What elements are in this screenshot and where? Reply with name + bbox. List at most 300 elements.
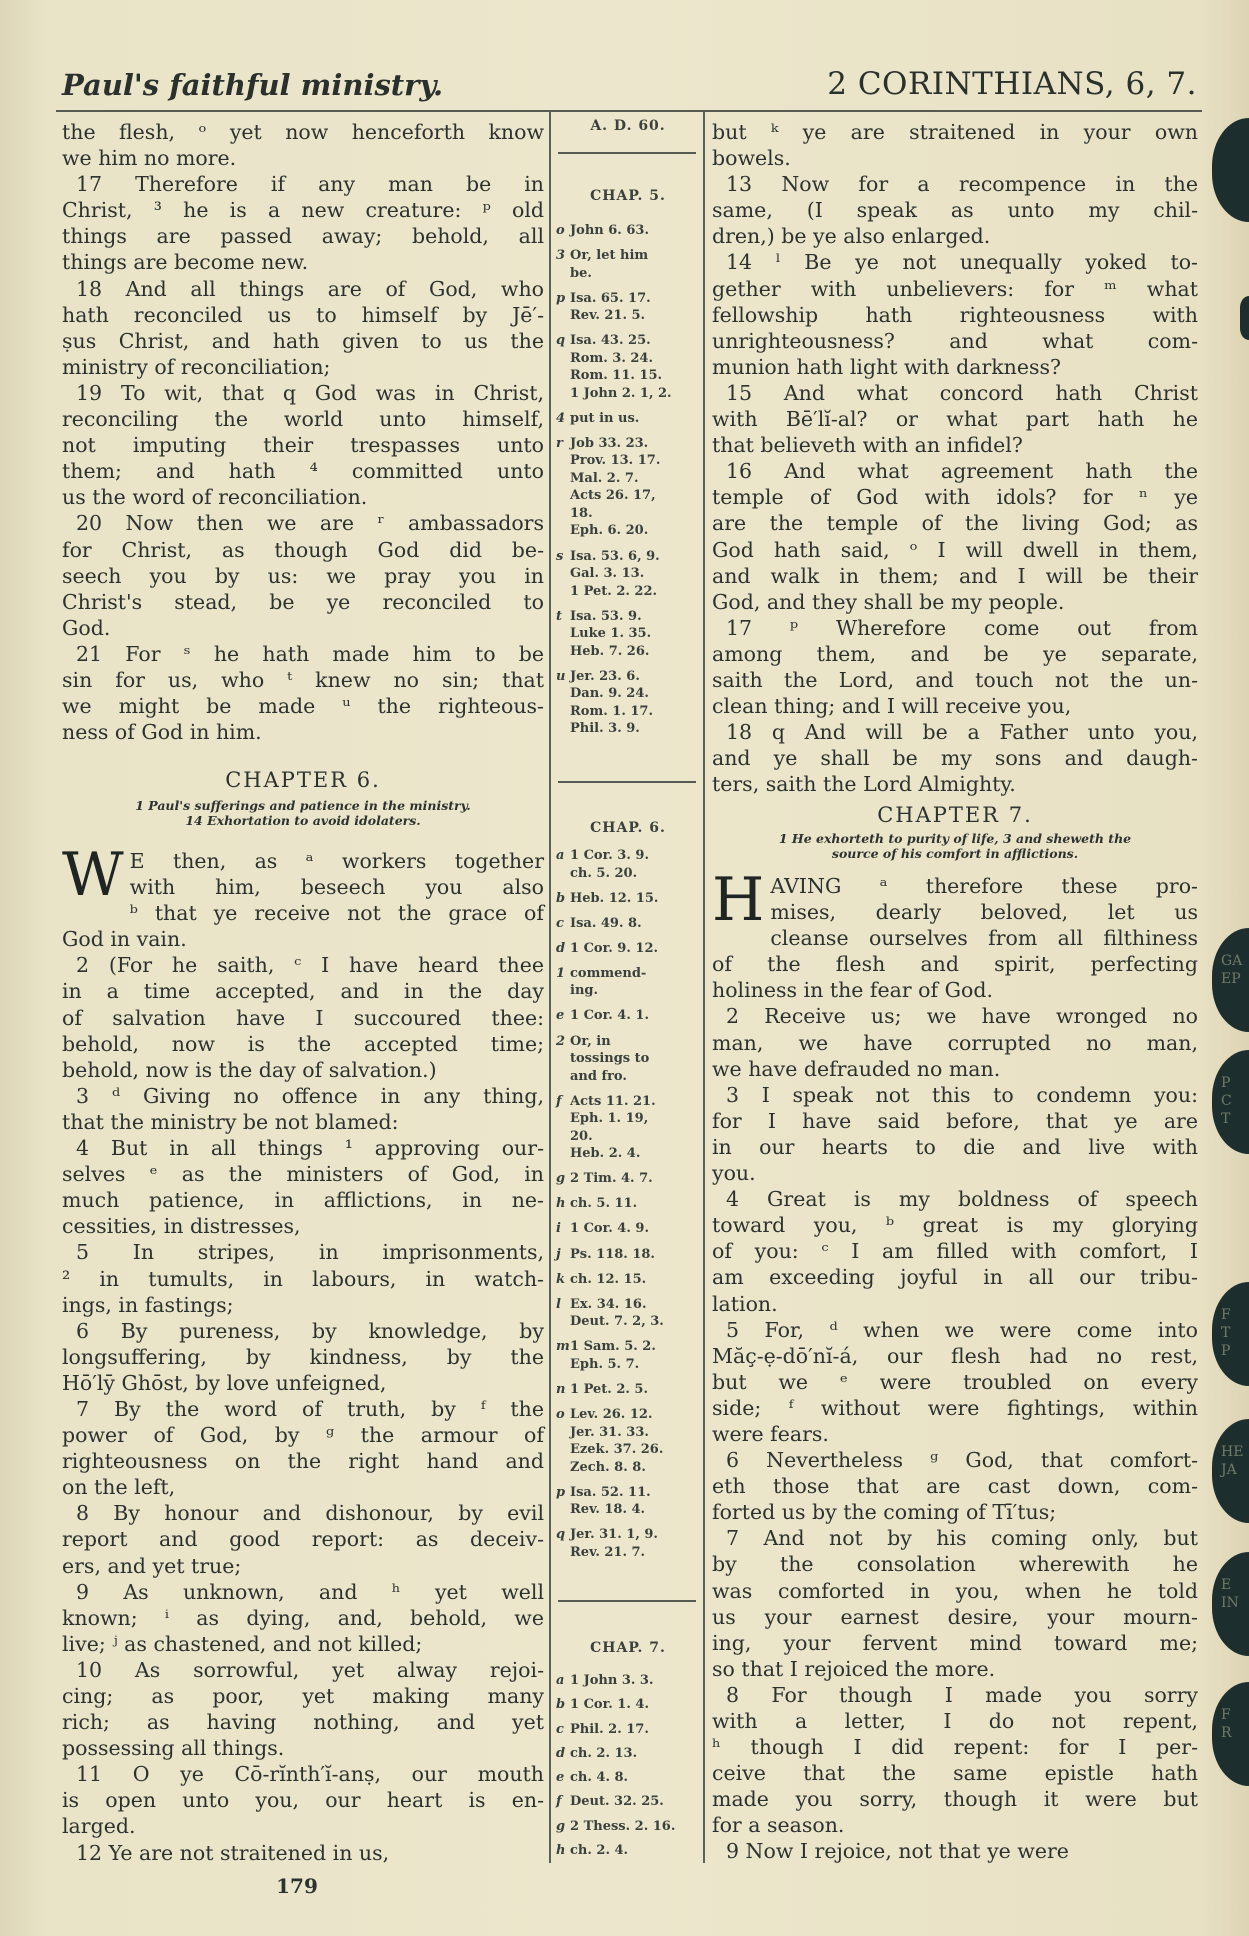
text-line: God in vain. xyxy=(62,927,187,952)
text-line: AVING ᵃ therefore these pro- xyxy=(770,874,1198,898)
reference-mark: s xyxy=(556,548,564,564)
cross-reference xyxy=(556,332,700,402)
verse xyxy=(712,458,1198,615)
reference-text: 1 Cor. 1. 4. xyxy=(570,1697,649,1713)
reference-text: Heb. 12. 15. xyxy=(570,890,659,906)
cross-reference xyxy=(556,608,700,661)
text-line: 15 And what concord hath Christ xyxy=(726,380,1198,405)
reference-text: 1 Cor. 4. 9. xyxy=(570,1221,649,1237)
text-line: seech you by us: we pray you in xyxy=(62,563,544,588)
reference-text: 18. xyxy=(570,505,593,521)
text-line: 10 As sorrowful, yet alway rejoi- xyxy=(76,1657,544,1682)
text-line: 7 And not by his coming only, but xyxy=(726,1526,1198,1551)
text-line: not imputing their trespasses unto xyxy=(62,433,544,458)
reference-mark: q xyxy=(556,1527,566,1543)
reference-text: Jer. 23. 6. xyxy=(570,668,640,684)
reference-text: Eph. 5. 7. xyxy=(570,1356,640,1372)
verse xyxy=(712,380,1198,458)
verse xyxy=(62,380,544,510)
reference-text: tossings to xyxy=(570,1051,650,1067)
reference-text: put in us. xyxy=(570,410,640,426)
reference-text: Dan. 9. 24. xyxy=(570,686,649,702)
margin-rule xyxy=(558,1600,696,1602)
text-line: ceive that the same epistle hath xyxy=(712,1761,1198,1786)
reference-mark: 2 xyxy=(556,1033,566,1049)
text-line: much patience, in afflictions, in ne- xyxy=(62,1188,544,1213)
verse xyxy=(712,1525,1198,1682)
reference-text: ch. 2. 13. xyxy=(570,1745,638,1761)
column-divider-right xyxy=(703,111,705,1863)
reference-text: Acts 11. 21. xyxy=(570,1093,656,1109)
verse xyxy=(62,119,544,171)
cross-reference xyxy=(556,1793,700,1811)
verse xyxy=(62,1500,544,1578)
reference-text: Ezek. 37. 26. xyxy=(570,1442,664,1457)
text-line: 5 In stripes, in imprisonments, xyxy=(76,1240,544,1265)
cross-reference xyxy=(556,1271,700,1289)
text-line: so that I rejoiced the more. xyxy=(712,1656,996,1681)
reference-text: Rev. 18. 4. xyxy=(570,1502,646,1518)
thumb-index-tab[interactable]: F R xyxy=(1212,1682,1249,1786)
text-line: behold, now is the accepted time; xyxy=(62,1031,544,1056)
text-line: 8 By honour and dishonour, by evil xyxy=(76,1501,544,1526)
thumb-index-tab[interactable]: HE JA xyxy=(1212,1419,1249,1523)
verse xyxy=(712,1186,1198,1316)
reference-mark: u xyxy=(556,668,566,684)
cross-reference xyxy=(556,1296,700,1331)
text-line: is open unto you, our heart is en- xyxy=(62,1788,544,1813)
text-line: 9 Now I rejoice, not that ye were xyxy=(726,1839,1069,1864)
text-line: on the left, xyxy=(62,1475,176,1500)
verse xyxy=(62,276,544,380)
verse xyxy=(62,1840,544,1866)
text-line: ʰ though I did repent: for I per- xyxy=(712,1735,1198,1760)
reference-text: Rev. 21. 5. xyxy=(570,308,646,324)
reference-mark: d xyxy=(556,1745,566,1761)
text-line: ṣus Christ, and hath given to us the xyxy=(62,328,544,353)
cross-reference xyxy=(556,1093,700,1163)
text-line: ministry of reconciliation; xyxy=(62,354,331,379)
cross-reference xyxy=(556,410,700,428)
text-line: rich; as having nothing, and yet xyxy=(62,1710,544,1735)
text-line: hath reconciled us to himself by Jē′- xyxy=(62,302,544,327)
reference-mark: n xyxy=(556,1381,566,1397)
text-line: mises, dearly beloved, let us xyxy=(770,900,1198,925)
cross-references-chapter5 xyxy=(556,222,700,745)
text-line: 3 ᵈ Giving no offence in any thing, xyxy=(76,1083,544,1108)
reference-mark: g xyxy=(556,1818,566,1834)
reference-mark: r xyxy=(556,435,563,451)
reference-text: ch. 5. 20. xyxy=(570,865,638,881)
text-line: temple of God with idols? for ⁿ ye xyxy=(712,485,1198,510)
cross-reference xyxy=(556,668,700,738)
text-line: 7 By the word of truth, by ᶠ the xyxy=(76,1396,544,1421)
text-line: larged. xyxy=(62,1814,136,1839)
text-line: forted us by the coming of Tī′tus; xyxy=(712,1500,1057,1525)
reference-text: 1 John 3. 3. xyxy=(570,1673,654,1688)
text-line: 14 ˡ Be ye not unequally yoked to- xyxy=(726,250,1198,275)
reference-text: Prov. 13. 17. xyxy=(570,453,661,469)
reference-text: Lev. 26. 12. xyxy=(570,1407,653,1422)
reference-text: Ex. 34. 16. xyxy=(570,1296,647,1312)
text-line: that the ministry be not blamed: xyxy=(62,1109,399,1134)
text-line: sin for us, who ᵗ knew no sin; that xyxy=(62,667,544,692)
reference-mark: h xyxy=(556,1196,566,1212)
text-line: ᵇ that ye receive not the grace of xyxy=(129,901,544,926)
verse xyxy=(62,840,544,952)
text-line: 2 Receive us; we have wronged no xyxy=(726,1004,1198,1029)
text-line: longsuffering, by kindness, by the xyxy=(62,1344,544,1369)
reference-mark: o xyxy=(556,1407,565,1422)
reference-text: ch. 5. 11. xyxy=(570,1196,638,1212)
cross-reference xyxy=(556,1745,700,1763)
column-divider-left xyxy=(549,111,551,1863)
chapter-summary-line: 1 Paul's sufferings and patience in the ministry. xyxy=(135,798,471,813)
text-line: we might be made ᵘ the righteous- xyxy=(62,694,544,719)
text-line: we him no more. xyxy=(62,146,237,171)
text-line: clean thing; and I will receive you, xyxy=(712,694,1072,719)
verse xyxy=(62,952,544,1082)
text-line: in our hearts to die and live with xyxy=(712,1134,1198,1159)
text-line: 11 O ye Cō-rĭnth′ĭ-anṣ, our mouth xyxy=(76,1762,544,1787)
reference-mark: e xyxy=(556,1008,565,1024)
text-line: things are passed away; behold, all xyxy=(62,224,544,249)
reference-text: Ps. 118. 18. xyxy=(570,1246,655,1262)
text-line: 18 q And will be a Father unto you, xyxy=(726,720,1198,745)
text-line: reconciling the world unto himself, xyxy=(62,407,544,432)
text-line: eth those that are cast down, com- xyxy=(712,1474,1198,1499)
margin-chapter-title: CHAP. 6. xyxy=(590,820,666,836)
text-line: and ye shall be my sons and daugh- xyxy=(712,746,1198,771)
thumb-index-tab-edge xyxy=(1240,296,1249,340)
text-line: 12 Ye are not straitened in us, xyxy=(76,1840,390,1865)
left-column-chapter6-text xyxy=(62,840,544,1866)
text-line: cleanse ourselves from all filthiness xyxy=(770,926,1198,951)
text-line: same, (I speak as unto my chil- xyxy=(712,198,1198,223)
reference-text: Rev. 21. 7. xyxy=(570,1544,646,1560)
reference-mark: j xyxy=(556,1246,561,1262)
verse xyxy=(712,1003,1198,1081)
right-column-chapter6-text xyxy=(712,119,1198,797)
chapter-summary-line: 14 Exhortation to avoid idolaters. xyxy=(185,813,421,828)
text-line: 9 As unknown, and ʰ yet well xyxy=(76,1579,544,1604)
text-line: among them, and be ye separate, xyxy=(712,641,1198,666)
reference-mark: c xyxy=(556,1721,564,1737)
reference-mark: k xyxy=(556,1271,566,1287)
reference-text: Isa. 43. 25. xyxy=(570,333,651,349)
reference-text: Isa. 52. 11. xyxy=(570,1484,651,1500)
text-line: 17 ᵖ Wherefore come out from xyxy=(726,615,1198,640)
text-line: God, and they shall be my people. xyxy=(712,589,1065,614)
drop-cap: H xyxy=(712,865,765,935)
text-line: 2 (For he saith, ᶜ I have heard thee xyxy=(76,953,544,978)
reference-mark: f xyxy=(556,1093,562,1109)
reference-mark: m xyxy=(556,1339,570,1355)
thumb-index-tab[interactable]: P C T xyxy=(1212,1050,1249,1154)
cross-reference xyxy=(556,1170,700,1188)
reference-mark: o xyxy=(556,223,565,238)
cross-references-chapter6 xyxy=(556,847,700,1569)
reference-text: Gal. 3. 13. xyxy=(570,566,645,582)
text-line: Hō′lȳ Ghōst, by love unfeigned, xyxy=(62,1370,387,1395)
text-line: 8 For though I made you sorry xyxy=(726,1682,1198,1707)
text-line: made you sorry, though it were but xyxy=(712,1787,1198,1812)
text-line: 17 Therefore if any man be in xyxy=(76,172,544,197)
text-line: lation. xyxy=(712,1291,778,1316)
reference-text: Or, in xyxy=(570,1033,611,1049)
page-number: 179 xyxy=(276,1874,318,1898)
reference-text: Isa. 65. 17. xyxy=(570,290,651,306)
text-line: 4 But in all things ¹ approving our- xyxy=(76,1136,544,1161)
text-line: was comforted in you, when he told xyxy=(712,1578,1198,1603)
cross-reference xyxy=(556,1526,700,1561)
cross-reference xyxy=(556,1220,700,1238)
text-line: 16 And what agreement hath the xyxy=(726,459,1198,484)
text-line: power of God, by ᵍ the armour of xyxy=(62,1423,544,1448)
text-line: we have defrauded no man. xyxy=(712,1056,1001,1081)
reference-mark: q xyxy=(556,333,566,349)
text-line: by the consolation wherewith he xyxy=(712,1552,1198,1577)
cross-references-chapter7 xyxy=(556,1672,700,1866)
verse xyxy=(712,171,1198,249)
text-line: 13 Now for a recompence in the xyxy=(726,172,1198,197)
verse xyxy=(712,119,1198,171)
text-line: them; and hath ⁴ committed unto xyxy=(62,459,544,484)
verse xyxy=(62,1318,544,1396)
cross-reference xyxy=(556,1696,700,1714)
verse xyxy=(712,865,1198,1003)
reference-mark: p xyxy=(556,1484,566,1500)
verse xyxy=(712,249,1198,379)
reference-mark: a xyxy=(556,1673,565,1688)
reference-mark: 1 xyxy=(556,965,566,981)
cross-reference xyxy=(556,222,700,240)
text-line: Măç-ẹ-dō′nĭ-á, our flesh had no rest, xyxy=(712,1343,1198,1368)
verse xyxy=(712,1447,1198,1525)
cross-reference xyxy=(556,1842,700,1860)
chapter-summary-line: 1 He exhorteth to purity of life, 3 and sheweth the xyxy=(778,831,1132,846)
text-line: God. xyxy=(62,615,111,640)
reference-text: Isa. 49. 8. xyxy=(570,915,642,931)
reference-text: 1 Cor. 3. 9. xyxy=(570,848,649,863)
reference-text: Heb. 7. 26. xyxy=(570,643,650,659)
text-line: are the temple of the living God; as xyxy=(712,511,1198,536)
reference-text: Jer. 31. 1, 9. xyxy=(570,1527,658,1543)
reference-text: John 6. 63. xyxy=(570,223,649,238)
text-line: things are become new. xyxy=(62,250,309,275)
text-line: ² in tumults, in labours, in watch- xyxy=(62,1266,544,1291)
chapter6-heading-block xyxy=(62,766,544,828)
verse xyxy=(712,1838,1198,1864)
reference-mark: g xyxy=(556,1171,566,1187)
cross-reference xyxy=(556,247,700,282)
reference-text: Deut. 32. 25. xyxy=(570,1794,664,1810)
verse xyxy=(62,1239,544,1317)
text-line: but ᵏ ye are straitened in your own xyxy=(712,120,1198,144)
reference-text: ch. 12. 15. xyxy=(570,1271,647,1287)
verse xyxy=(712,1082,1198,1186)
chapter-title: CHAPTER 7. xyxy=(877,803,1033,827)
text-line: saith the Lord, and touch not the un- xyxy=(712,667,1198,692)
text-line: were fears. xyxy=(712,1421,829,1446)
text-line: ness of God in him. xyxy=(62,720,262,745)
text-line: 20 Now then we are ʳ ambassadors xyxy=(76,511,544,536)
reference-text: Phil. 2. 17. xyxy=(570,1721,649,1737)
cross-reference xyxy=(556,847,700,882)
text-line: live; ʲ as chastened, and not killed; xyxy=(62,1631,423,1656)
cross-reference xyxy=(556,1338,700,1373)
reference-text: Deut. 7. 2, 3. xyxy=(570,1314,664,1330)
verse xyxy=(62,1761,544,1839)
text-line: the flesh, ᵒ yet now henceforth know xyxy=(62,120,544,144)
reference-text: be. xyxy=(570,265,592,281)
verse xyxy=(62,1135,544,1239)
text-line: report and good report: as deceiv- xyxy=(62,1527,544,1552)
text-line: you. xyxy=(712,1161,756,1186)
reference-text: 1 Pet. 2. 5. xyxy=(570,1381,648,1397)
text-line: of you: ᶜ I am filled with comfort, I xyxy=(712,1239,1198,1264)
text-line: 18 And all things are of God, who xyxy=(76,276,544,301)
text-line: and walk in them; and I will be their xyxy=(712,563,1198,588)
text-line: 3 I speak not this to condemn you: xyxy=(726,1082,1198,1107)
text-line: known; ⁱ as dying, and, behold, we xyxy=(62,1605,544,1630)
reference-text: 2 Tim. 4. 7. xyxy=(570,1171,653,1187)
reference-text: 1 Cor. 9. 12. xyxy=(570,940,659,956)
reference-text: 20. xyxy=(570,1128,593,1144)
reference-text: Rom. 3. 24. xyxy=(570,350,653,366)
text-line: with a letter, I do not repent, xyxy=(712,1709,1198,1733)
reference-text: Mal. 2. 7. xyxy=(570,470,639,486)
text-line: for I have said before, that ye are xyxy=(712,1108,1198,1133)
cross-reference xyxy=(556,1721,700,1739)
cross-reference xyxy=(556,1007,700,1025)
text-line: 6 By pureness, by knowledge, by xyxy=(76,1318,544,1343)
thumb-index-tab[interactable]: E IN xyxy=(1212,1552,1249,1656)
reference-text: ch. 2. 4. xyxy=(570,1843,629,1859)
thumb-index-tab[interactable]: GA EP xyxy=(1212,928,1249,1032)
cross-reference xyxy=(556,1672,700,1690)
reference-text: 1 Cor. 4. 1. xyxy=(570,1008,649,1024)
text-line: with Bē′lĭ-al? or what part hath he xyxy=(712,407,1198,432)
text-line: God hath said, ᵒ I will dwell in them, xyxy=(712,537,1198,562)
margin-rule xyxy=(558,781,696,783)
text-line: behold, now is the day of salvation.) xyxy=(62,1057,437,1082)
cross-reference xyxy=(556,290,700,325)
margin-chapter-title: CHAP. 5. xyxy=(590,188,666,204)
cross-reference xyxy=(556,1195,700,1213)
reference-mark: b xyxy=(556,890,566,906)
text-line: toward you, ᵇ great is my glorying xyxy=(712,1213,1198,1238)
verse xyxy=(62,1657,544,1761)
text-line: 5 For, ᵈ when we were come into xyxy=(726,1317,1198,1342)
reference-text: Rom. 11. 15. xyxy=(570,368,663,384)
text-line: fellowship hath righteousness with xyxy=(712,302,1198,327)
cross-reference xyxy=(556,915,700,933)
reference-text: Zech. 8. 8. xyxy=(570,1459,646,1475)
reference-mark: f xyxy=(556,1794,562,1810)
thumb-index-tab[interactable]: F T P xyxy=(1212,1282,1249,1386)
right-column-chapter7-text xyxy=(712,865,1198,1865)
text-line: possessing all things. xyxy=(62,1736,285,1761)
reference-text: ing. xyxy=(570,983,599,999)
reference-text: and fro. xyxy=(570,1068,627,1084)
text-line: ters, saith the Lord Almighty. xyxy=(712,772,1016,797)
era-date: A. D. 60. xyxy=(590,118,666,134)
text-line: 19 To wit, that q God was in Christ, xyxy=(76,380,544,405)
cross-reference xyxy=(556,1769,700,1787)
text-line: righteousness on the right hand and xyxy=(62,1449,544,1474)
drop-cap: W xyxy=(62,840,124,910)
reference-text: Eph. 1. 19, xyxy=(570,1111,649,1127)
reference-text: Job 33. 23. xyxy=(570,435,649,451)
text-line: 4 Great is my boldness of speech xyxy=(726,1187,1198,1212)
verse xyxy=(62,641,544,745)
reference-mark: b xyxy=(556,1697,566,1713)
reference-mark: 4 xyxy=(556,410,566,426)
text-line: ing, your fervent mind toward me; xyxy=(712,1630,1198,1655)
left-column-chapter5-text xyxy=(62,119,544,745)
text-line: us your earnest desire, your mourn- xyxy=(712,1604,1198,1629)
text-line: gether with unbelievers: for ᵐ what xyxy=(712,276,1198,301)
cross-reference xyxy=(556,890,700,908)
reference-text: Isa. 53. 6, 9. xyxy=(570,548,660,564)
text-line: man, we have corrupted no man, xyxy=(712,1030,1198,1055)
verse xyxy=(712,1682,1198,1839)
text-line: cessities, in distresses, xyxy=(62,1214,301,1239)
reference-mark: 3 xyxy=(556,248,566,264)
verse xyxy=(62,510,544,640)
text-line: munion hath light with darkness? xyxy=(712,354,1062,379)
text-line: ings, in fastings; xyxy=(62,1292,234,1317)
reference-text: Jer. 31. 33. xyxy=(570,1424,649,1440)
reference-mark: e xyxy=(556,1770,565,1786)
reference-text: Eph. 6. 20. xyxy=(570,523,649,539)
text-line: 6 Nevertheless ᵍ God, that comfort- xyxy=(726,1448,1198,1473)
verse xyxy=(712,615,1198,719)
reference-text: Luke 1. 35. xyxy=(570,626,652,642)
chapter7-heading-block xyxy=(712,801,1198,861)
cross-reference xyxy=(556,1033,700,1086)
text-line: of salvation have I succoured thee: xyxy=(62,1005,544,1030)
text-line: dren,) be ye also enlarged. xyxy=(712,224,991,249)
text-line: Christ, ³ he is a new creature: ᵖ old xyxy=(62,198,544,223)
reference-mark: c xyxy=(556,915,564,931)
text-line: for a season. xyxy=(712,1813,845,1838)
reference-text: 1 John 2. 1, 2. xyxy=(570,385,672,401)
reference-mark: h xyxy=(556,1843,566,1859)
chapter-summary-line: source of his comfort in afflictions. xyxy=(831,846,1079,861)
verse xyxy=(62,1083,544,1135)
cross-reference xyxy=(556,965,700,1000)
reference-text: Or, let him xyxy=(570,248,649,264)
verse xyxy=(62,1579,544,1657)
running-head-left: Paul's faithful ministry. xyxy=(62,68,444,102)
cross-reference xyxy=(556,548,700,601)
margin-chapter-title: CHAP. 7. xyxy=(590,1640,666,1656)
reference-text: Isa. 53. 9. xyxy=(570,608,642,624)
text-line: for Christ, as though God did be- xyxy=(62,537,544,562)
cross-reference xyxy=(556,1818,700,1836)
text-line: E then, as ᵃ workers together xyxy=(129,849,544,873)
verse xyxy=(712,719,1198,797)
text-line: in a time accepted, and in the day xyxy=(62,979,544,1004)
thumb-index-tab[interactable] xyxy=(1212,118,1249,222)
reference-text: 1 Pet. 2. 22. xyxy=(570,583,658,599)
text-line: selves ᵉ as the ministers of God, in xyxy=(62,1162,544,1187)
reference-text: 1 Sam. 5. 2. xyxy=(570,1339,656,1355)
margin-rule xyxy=(558,152,696,154)
running-head-right: 2 CORINTHIANS, 6, 7. xyxy=(827,66,1197,102)
